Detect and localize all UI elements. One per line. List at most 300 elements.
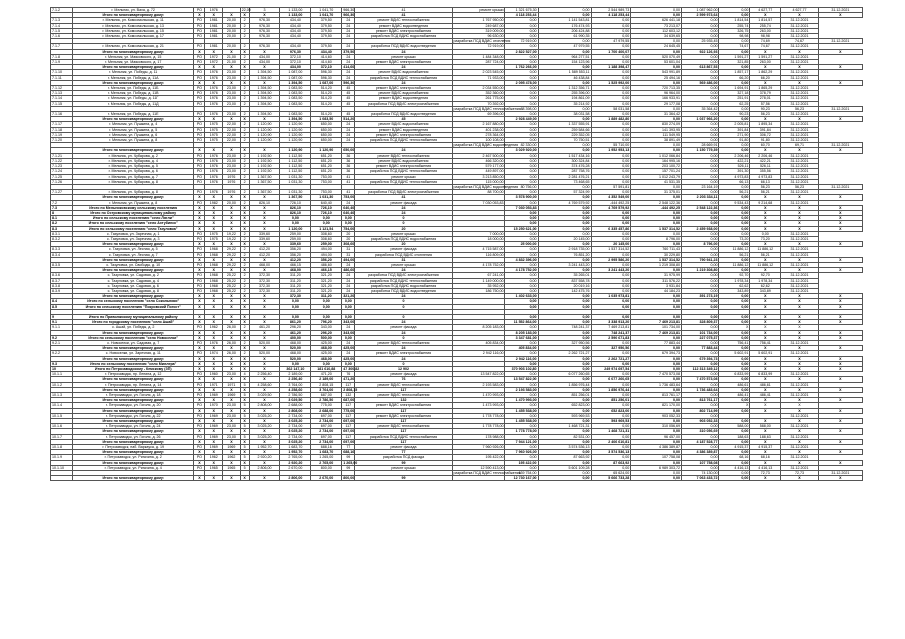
table-cell: 0,00: [591, 174, 631, 179]
table-cell: 0,00: [719, 148, 750, 153]
table-cell: X: [781, 205, 819, 210]
table-cell: X: [818, 356, 862, 361]
table-cell: 1 537 314,52: [631, 226, 682, 231]
table-cell: РО: [194, 372, 205, 377]
table-cell: 73 468,65: [538, 179, 591, 184]
table-cell: 1981: [205, 23, 223, 28]
table-cell: 24: [355, 294, 452, 299]
table-cell: 3 574 536,13: [591, 450, 631, 455]
table-cell: 1 083,50: [280, 86, 311, 91]
table-cell: 0,00: [591, 122, 631, 127]
table-cell: X: [194, 408, 205, 413]
table-cell: 0,00: [681, 231, 719, 236]
table-cell: 414,60: [311, 60, 342, 65]
table-cell: Итого по сельскому поселению "Покровский Погост": [73, 304, 194, 309]
table-cell: 311 576,22: [631, 278, 682, 283]
table-cell: 31.12.2021: [781, 231, 819, 236]
table-cell: X: [818, 398, 862, 403]
table-cell: 26,00: [223, 351, 241, 356]
table-cell: X: [750, 335, 781, 340]
table-cell: 278,01: [750, 96, 781, 101]
table-cell: 3 578 900,00: [505, 195, 538, 200]
table-cell: 0,00: [681, 351, 719, 356]
table-cell: 425,00: [311, 340, 342, 345]
table-cell: 3 931,84: [631, 283, 682, 288]
table-cell: 0,00: [538, 8, 591, 13]
table-cell: X: [750, 325, 781, 330]
table-cell: X: [205, 476, 223, 481]
table-cell: 25,22: [223, 283, 241, 288]
table-cell: 31.12.2021: [781, 158, 819, 163]
table-cell: X: [818, 429, 862, 434]
table-cell: 7.1.14: [51, 96, 73, 101]
table-cell: 0,00: [681, 60, 719, 65]
table-cell: X: [194, 361, 205, 366]
table-cell: 61 990,35: [538, 34, 591, 39]
table-cell: 1 120,90: [249, 138, 280, 143]
table-cell: X: [223, 242, 241, 247]
table-cell: X: [205, 387, 223, 392]
table-cell: 0,00: [719, 205, 750, 210]
table-cell: 31.12.2021: [781, 174, 819, 179]
table-cell: 7.1.12: [51, 86, 73, 91]
table-cell: Итого по Петрозаводскому - Кемскому (ЗП): [73, 367, 194, 372]
table-cell: 141 393,95: [631, 127, 682, 132]
table-cell: X: [781, 148, 819, 153]
table-cell: X: [781, 65, 819, 70]
table-cell: 1 112,50: [280, 164, 311, 169]
table-cell: 77 883,44: [681, 346, 719, 351]
table-cell: Итого по многоквартирному дому:: [73, 49, 194, 54]
table-cell: X: [818, 210, 862, 215]
table-cell: 0: [355, 299, 452, 304]
table-cell: X: [205, 419, 223, 424]
table-cell: 0,00: [342, 216, 355, 221]
table-cell: 0,00: [631, 476, 682, 481]
table-cell: 1976: [205, 169, 223, 174]
table-cell: разработка ПСД ВДИС теплоснабжения: [453, 471, 521, 476]
table-cell: г. Петрозаводск, пр. Ленина, д. 14: [73, 382, 194, 387]
table-cell: 726,10: [311, 210, 342, 215]
table-cell: X: [781, 325, 819, 330]
table-cell: 20 145,00: [538, 236, 591, 241]
table-cell: 640,40: [343, 205, 355, 210]
table-cell: 7.3: [51, 205, 73, 210]
table-cell: X: [750, 226, 781, 231]
table-cell: 8.2: [51, 221, 73, 226]
table-cell: 5: [240, 455, 249, 460]
table-cell: X: [781, 226, 819, 231]
table-cell: 0,00: [719, 184, 750, 189]
table-cell: 195 422,00: [452, 455, 505, 460]
table-cell: X: [818, 221, 862, 226]
table-cell: 1 121,54: [311, 226, 342, 231]
table-cell: 588,00: [719, 424, 750, 429]
table-cell: 466,15: [311, 268, 342, 273]
table-cell: 188,63: [719, 434, 750, 439]
table-cell: РО: [194, 465, 205, 470]
table-cell: 1969: [205, 434, 223, 439]
table-cell: 378,79: [750, 91, 781, 96]
table-cell: 0,00: [505, 252, 538, 257]
table-cell: 4 187 528,77: [681, 439, 719, 444]
table-cell: X: [781, 80, 819, 85]
table-cell: 652 823,00: [538, 403, 591, 408]
table-cell: 0,00: [681, 75, 719, 80]
table-cell: 23,00: [223, 403, 241, 408]
table-cell: 1975: [205, 236, 223, 241]
table-cell: г. Мельник, ул. Чубарова, д. 8: [73, 179, 194, 184]
table-cell: X: [249, 221, 280, 226]
table-cell: 300 324,84: [538, 158, 591, 163]
table-cell: 29,22: [223, 262, 241, 267]
table-cell: 24: [355, 49, 452, 54]
table-cell: 400,00: [280, 335, 311, 340]
table-cell: ремонт крыши: [355, 231, 452, 236]
table-cell: X: [249, 294, 280, 299]
table-cell: Итого по многоквартирному дому:: [73, 80, 194, 85]
table-cell: г. Мельник, ул. Чубарова, д. 6: [73, 169, 194, 174]
table-cell: 24: [342, 278, 355, 283]
table-cell: 1976: [223, 190, 241, 195]
table-cell: X: [249, 398, 280, 403]
table-cell: 0,00: [591, 164, 631, 169]
table-cell: 0,00: [681, 434, 719, 439]
table-cell: 0,00: [591, 361, 631, 366]
table-cell: г. Мельник, ул. Комсомольская, д. 15: [73, 28, 194, 33]
table-cell: 31.12.2021: [818, 471, 862, 476]
table-cell: X: [194, 429, 205, 434]
table-cell: 31.12.2021: [781, 112, 819, 117]
table-cell: ремонт ВДИС электроснабжения: [355, 60, 452, 65]
table-cell: 753,00: [311, 190, 342, 195]
table-cell: 0,00: [505, 278, 538, 283]
table-cell: 2 193 583,00: [505, 387, 538, 392]
table-cell: 471,20: [311, 372, 342, 377]
table-cell: 1 087 962,00: [681, 8, 719, 13]
table-cell: 20,00: [223, 18, 241, 23]
table-cell: X: [818, 80, 862, 85]
table-cell: г. Мельник, ул. Чубарова, д. 5: [73, 164, 194, 169]
table-cell: 339,60: [280, 242, 311, 247]
table-cell: X: [818, 148, 862, 153]
table-cell: X: [194, 205, 205, 210]
table-cell: X: [781, 367, 819, 372]
table-cell: 2: [240, 70, 249, 75]
table-cell: 7.1.13: [51, 91, 73, 96]
table-cell: 0,00: [719, 49, 750, 54]
table-cell: 2: [240, 236, 249, 241]
table-cell: 687,00: [343, 398, 355, 403]
table-cell: 278 364,00: [452, 132, 505, 137]
table-cell: 0,00: [631, 294, 682, 299]
table-cell: 0,00: [681, 221, 719, 226]
table-cell: 107 758,08: [681, 460, 719, 465]
table-cell: 1 895,34: [750, 122, 781, 127]
table-cell: 1 219 308,80: [681, 268, 719, 273]
table-cell: [51, 476, 73, 481]
table-cell: 25 494,16: [631, 75, 682, 80]
table-cell: 3 025,20: [280, 419, 311, 424]
table-cell: 24: [355, 80, 452, 85]
table-cell: 370 903 102,80: [505, 367, 538, 372]
table-cell: 31.12.2021: [781, 465, 819, 470]
table-cell: 154 123,96: [538, 60, 591, 65]
table-cell: 0,00: [505, 247, 538, 252]
table-cell: 651,20: [311, 158, 342, 163]
table-cell: X: [205, 65, 223, 70]
table-cell: 0,00: [342, 335, 355, 340]
table-cell: разработка ПСД ВДИС водоснабжения: [355, 236, 452, 241]
table-cell: 0,00: [505, 465, 538, 470]
table-cell: РО: [194, 75, 205, 80]
table-cell: 2: [240, 283, 249, 288]
table-cell: 434,40: [280, 18, 311, 23]
table-cell: 1 394,50: [249, 96, 280, 101]
table-cell: X: [818, 408, 862, 413]
table-cell: 1 120,90: [249, 132, 280, 137]
table-cell: г. Мельник, ул. Пушкина, д. 6: [73, 132, 194, 137]
table-cell: РО: [194, 70, 205, 75]
table-cell: РО: [194, 158, 205, 163]
table-cell: разработка ПСД ВДИС теплоснабжения: [355, 138, 452, 143]
table-cell: 310 056,69: [681, 429, 719, 434]
table-cell: X: [249, 476, 280, 481]
table-cell: 157 701,24: [631, 169, 682, 174]
table-cell: 7.1.20: [51, 138, 73, 143]
table-cell: 1 762 266,00: [505, 65, 538, 70]
table-cell: 0,00: [591, 424, 631, 429]
table-cell: 0,00: [631, 398, 682, 403]
table-cell: г. Мельник, ул. Победы, д. 11Е: [73, 112, 194, 117]
table-cell: 425,00: [343, 356, 355, 361]
table-cell: 0,00: [505, 28, 538, 33]
table-cell: 2 256,40: [280, 377, 311, 382]
table-cell: X: [750, 450, 781, 455]
table-cell: 1976: [205, 179, 223, 184]
table-cell: г. Петрозаводск, пр. Ленина, д. 12: [73, 372, 194, 377]
table-cell: X: [818, 361, 862, 366]
table-cell: 2 406 610,81: [591, 439, 631, 444]
table-cell: X: [240, 320, 249, 325]
table-cell: 10.1.5: [51, 413, 73, 418]
table-cell: X: [194, 387, 205, 392]
table-cell: 4 915,37: [719, 445, 750, 450]
table-cell: 56,21: [719, 190, 750, 195]
table-cell: 0,00: [505, 23, 538, 28]
table-cell: 0,00: [719, 65, 750, 70]
table-cell: разработка ПСД ВДИС теплоснабжения: [355, 278, 452, 283]
table-cell: X: [223, 387, 241, 392]
table-cell: ремонт ВДИС теплоснабжения: [355, 18, 452, 23]
table-cell: Итого по многоквартирному дому:: [73, 356, 194, 361]
table-cell: 0,00: [681, 273, 719, 278]
table-cell: 3 241 443,20: [591, 268, 631, 273]
table-cell: X: [750, 403, 781, 408]
table-cell: 72 919,00: [505, 39, 538, 44]
table-cell: 401 238,00: [452, 127, 505, 132]
table-cell: X: [750, 195, 781, 200]
table-cell: 164 995,16: [631, 158, 682, 163]
table-cell: 31.12.2021: [781, 351, 819, 356]
table-cell: 30 229,80: [631, 252, 682, 257]
table-cell: X: [249, 210, 280, 215]
table-cell: с. Тазуловка, ул. Лесная, д. 7: [73, 252, 194, 257]
table-cell: 20 019,16: [538, 283, 591, 288]
table-cell: РО: [194, 231, 205, 236]
table-cell: 31 975,99: [631, 273, 682, 278]
table-cell: 31.12.2021: [781, 70, 819, 75]
table-cell: 593 969,53: [538, 413, 591, 418]
table-cell: 1 012 066,84: [631, 153, 682, 158]
table-cell: 1 133,00: [280, 8, 311, 13]
table-cell: 2 920,20: [249, 455, 280, 460]
table-cell: 0,00: [505, 54, 538, 59]
table-cell: 24: [342, 23, 355, 28]
table-cell: 0,00: [280, 216, 311, 221]
table-cell: X: [781, 210, 819, 215]
table-cell: 31.12.2021: [781, 278, 819, 283]
table-cell: 3 574 536,13: [538, 445, 591, 450]
table-cell: 0,00: [681, 403, 719, 408]
table-cell: 0,00: [342, 314, 355, 319]
table-cell: 0,00: [311, 299, 342, 304]
table-cell: 0,00: [681, 340, 719, 345]
table-cell: 0,00: [591, 60, 631, 65]
table-cell: Итого по многоквартирному дому:: [73, 346, 194, 351]
table-cell: 1968: [205, 278, 223, 283]
table-cell: 2 928 449,00: [505, 117, 538, 122]
table-cell: г. Мельник, ул. Комсомольская, д. 17: [73, 34, 194, 39]
table-cell: 339,60: [249, 231, 280, 236]
table-cell: 31.12.2021: [781, 44, 819, 49]
table-cell: 23,00: [223, 169, 241, 174]
table-cell: 0,00: [591, 158, 631, 163]
table-cell: X: [781, 299, 819, 304]
table-cell: 6 335 457,86: [591, 226, 631, 231]
table-cell: 688,16: [343, 450, 355, 455]
table-cell: X: [750, 49, 781, 54]
table-cell: 1982: [205, 200, 223, 205]
table-cell: X: [240, 49, 249, 54]
table-cell: X: [194, 65, 205, 70]
table-cell: 0,00: [591, 340, 631, 345]
table-cell: X: [249, 361, 280, 366]
table-cell: X: [781, 450, 819, 455]
table-cell: X: [205, 304, 223, 309]
table-cell: X: [223, 460, 241, 465]
table-cell: 96 964,00: [631, 91, 682, 96]
table-cell: 1 265,00: [343, 460, 358, 465]
table-cell: 0,00: [505, 18, 538, 23]
table-cell: 117: [355, 429, 452, 434]
table-cell: 111 549,95: [631, 132, 682, 137]
table-cell: 2: [240, 200, 249, 205]
table-cell: 0,00: [311, 216, 342, 221]
table-cell: 2 670,00: [280, 465, 311, 470]
table-cell: 31.12.2021: [781, 340, 819, 345]
table-cell: 117: [342, 413, 355, 418]
table-cell: 31.12.2021: [781, 164, 819, 169]
table-cell: 0,00: [538, 210, 591, 215]
table-cell: РО: [194, 169, 205, 174]
table-cell: г. Мельник, ул. Чубарова, д. 2: [73, 153, 194, 158]
table-cell: ремонт ВДИС электроснабжения: [355, 413, 452, 418]
table-cell: 6 833,99: [750, 372, 781, 377]
table-cell: X: [750, 429, 781, 434]
table-cell: 31.12.2021: [781, 86, 819, 91]
table-cell: 1 484 348,00: [452, 54, 505, 59]
table-cell: 0,00: [505, 221, 538, 226]
table-cell: ремонт ВДИС теплоснабжения: [355, 340, 452, 345]
table-cell: 837 558,78: [538, 278, 591, 283]
table-cell: 47 979,55: [591, 39, 631, 44]
table-cell: 8.3.5: [51, 262, 73, 267]
table-cell: 0,00: [719, 314, 750, 319]
table-cell: 0,00: [591, 299, 631, 304]
table-cell: 0,00: [719, 106, 750, 111]
table-cell: X: [818, 226, 862, 231]
table-cell: РО: [194, 138, 205, 143]
table-cell: 7.1.6: [51, 34, 73, 39]
table-cell: X: [205, 195, 223, 200]
table-cell: 0,00: [591, 262, 631, 267]
table-cell: 56,21: [719, 252, 750, 257]
table-cell: 31.12.2021: [781, 382, 819, 387]
table-cell: ремонт ВДИС теплоснабжения: [355, 153, 452, 158]
table-cell: Итого по многоквартирному дому:: [73, 377, 194, 382]
table-cell: 0,00: [591, 169, 631, 174]
table-cell: 813 761,17: [681, 398, 719, 403]
table-cell: X: [818, 304, 862, 309]
table-cell: 7.1.25: [51, 174, 73, 179]
table-cell: 0,00: [719, 330, 750, 335]
table-cell: г. Петрозаводск, ул. Ригачина, д. 4: [73, 465, 194, 470]
table-cell: 12 730 167,00: [505, 476, 538, 481]
table-cell: 327 950,56: [591, 346, 631, 351]
table-cell: РО: [194, 18, 205, 23]
table-cell: 2: [240, 91, 249, 96]
table-cell: 259,00: [311, 242, 342, 247]
table-cell: X: [223, 13, 241, 18]
table-cell: 31.12.2021: [818, 39, 862, 44]
table-cell: разработка ПСД ВДИС водоотведения: [355, 288, 452, 293]
table-cell: 99: [355, 476, 452, 481]
table-cell: с. Тазуловка, ул. Заречная, д. 1: [73, 231, 194, 236]
table-cell: 1 367,50: [249, 190, 280, 195]
table-cell: 0,00: [538, 13, 591, 18]
table-cell: 0,00: [505, 434, 538, 439]
table-cell: X: [750, 80, 781, 85]
table-cell: 0,00: [631, 39, 682, 44]
table-cell: 1 978,34: [719, 278, 750, 283]
table-cell: X: [205, 398, 223, 403]
table-cell: разработка ПСД ВДИС теплоснабжения: [355, 75, 452, 80]
table-cell: 7 960 926,00: [452, 445, 505, 450]
table-cell: 57 591,81: [591, 184, 631, 189]
table-cell: X: [781, 387, 819, 392]
table-cell: РО: [194, 34, 205, 39]
table-cell: 23 164,19: [681, 184, 719, 189]
table-cell: 0,00: [681, 455, 719, 460]
table-cell: 5 601 109,28: [538, 465, 591, 470]
table-cell: X: [223, 210, 241, 215]
table-cell: 514,20: [343, 117, 355, 122]
table-cell: г. Мельник, ул. Ваха, д. 72: [73, 8, 194, 13]
table-cell: 0,00: [538, 117, 591, 122]
table-cell: X: [194, 398, 205, 403]
table-cell: 25,22: [223, 288, 241, 293]
